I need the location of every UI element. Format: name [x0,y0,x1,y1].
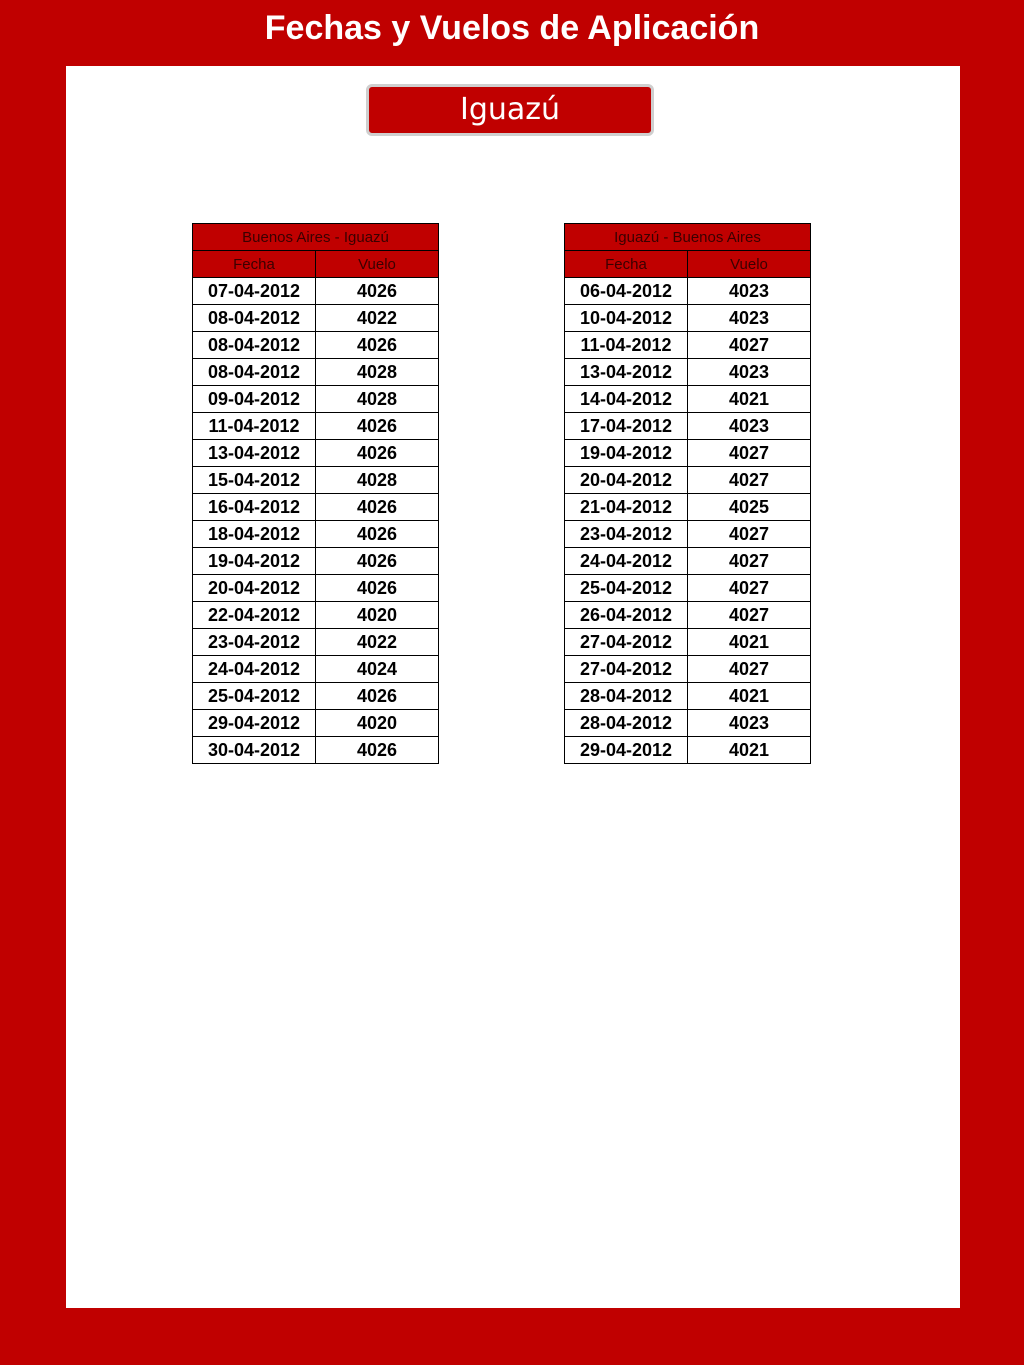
flight-number-cell: 4027 [688,575,811,602]
table-row [565,656,811,683]
table-row [565,359,811,386]
flight-number-cell: 4025 [688,494,811,521]
date-cell: 25-04-2012 [565,575,688,602]
flight-number-cell: 4023 [688,305,811,332]
table-row [193,467,439,494]
flight-number-cell: 4028 [316,467,439,494]
table-row [193,629,439,656]
flight-number-cell: 4026 [316,494,439,521]
date-cell: 23-04-2012 [565,521,688,548]
table-row [193,548,439,575]
date-column-header: Fecha [565,251,688,278]
date-cell: 17-04-2012 [565,413,688,440]
flight-column-header: Vuelo [316,251,439,278]
table-row [193,278,439,305]
date-cell: 14-04-2012 [565,386,688,413]
date-cell: 24-04-2012 [565,548,688,575]
date-cell: 20-04-2012 [193,575,316,602]
table-row [193,710,439,737]
date-cell: 11-04-2012 [565,332,688,359]
flight-number-cell: 4026 [316,521,439,548]
date-cell: 27-04-2012 [565,656,688,683]
flight-number-cell: 4026 [316,548,439,575]
date-cell: 20-04-2012 [565,467,688,494]
date-cell: 22-04-2012 [193,602,316,629]
date-cell: 15-04-2012 [193,467,316,494]
table-row [565,494,811,521]
flight-number-cell: 4027 [688,521,811,548]
table-row [193,521,439,548]
date-cell: 11-04-2012 [193,413,316,440]
flight-number-cell: 4027 [688,548,811,575]
date-cell: 10-04-2012 [565,305,688,332]
date-cell: 25-04-2012 [193,683,316,710]
date-cell: 23-04-2012 [193,629,316,656]
city-badge: Iguazú [366,84,654,136]
content-panel [66,66,960,1308]
date-cell: 07-04-2012 [193,278,316,305]
table-row [193,494,439,521]
date-column-header: Fecha [193,251,316,278]
table-row [193,575,439,602]
flight-number-cell: 4027 [688,467,811,494]
table-row [565,683,811,710]
flight-number-cell: 4026 [316,575,439,602]
date-cell: 08-04-2012 [193,359,316,386]
date-cell: 18-04-2012 [193,521,316,548]
flight-number-cell: 4026 [316,440,439,467]
table-row [193,440,439,467]
flight-number-cell: 4021 [688,386,811,413]
table-row [565,710,811,737]
table-row [565,413,811,440]
date-cell: 19-04-2012 [193,548,316,575]
flight-number-cell: 4026 [316,737,439,764]
date-cell: 29-04-2012 [193,710,316,737]
flight-number-cell: 4027 [688,656,811,683]
page-title: Fechas y Vuelos de Aplicación [264,9,760,47]
table-row [193,332,439,359]
flight-number-cell: 4028 [316,359,439,386]
flight-number-cell: 4027 [688,440,811,467]
flight-number-cell: 4026 [316,332,439,359]
flight-column-header: Vuelo [688,251,811,278]
table-body [193,278,439,764]
route-header: Iguazú - Buenos Aires [565,224,811,251]
table-row [565,386,811,413]
flight-number-cell: 4021 [688,683,811,710]
date-cell: 29-04-2012 [565,737,688,764]
date-cell: 27-04-2012 [565,629,688,656]
date-cell: 24-04-2012 [193,656,316,683]
return-flights-table [564,223,811,764]
flight-number-cell: 4022 [316,629,439,656]
date-cell: 28-04-2012 [565,710,688,737]
flight-number-cell: 4021 [688,737,811,764]
flight-number-cell: 4022 [316,305,439,332]
table-row [565,548,811,575]
flight-number-cell: 4024 [316,656,439,683]
table-row [193,386,439,413]
table-row [565,602,811,629]
table-row [193,413,439,440]
outbound-flights-table [192,223,439,764]
flight-number-cell: 4026 [316,278,439,305]
route-header: Buenos Aires - Iguazú [193,224,439,251]
flight-number-cell: 4020 [316,602,439,629]
flight-number-cell: 4027 [688,602,811,629]
table-row [193,656,439,683]
table-row [193,359,439,386]
date-cell: 19-04-2012 [565,440,688,467]
date-cell: 28-04-2012 [565,683,688,710]
table-row [565,521,811,548]
flight-number-cell: 4027 [688,332,811,359]
table-row [565,737,811,764]
date-cell: 08-04-2012 [193,305,316,332]
table-row [193,737,439,764]
flight-number-cell: 4028 [316,386,439,413]
date-cell: 16-04-2012 [193,494,316,521]
date-cell: 13-04-2012 [193,440,316,467]
table-row [565,575,811,602]
date-cell: 21-04-2012 [565,494,688,521]
table-row [565,440,811,467]
table-row [565,305,811,332]
date-cell: 08-04-2012 [193,332,316,359]
table-row [565,278,811,305]
flight-number-cell: 4021 [688,629,811,656]
flight-number-cell: 4023 [688,359,811,386]
table-row [193,305,439,332]
date-cell: 26-04-2012 [565,602,688,629]
table-body [565,278,811,764]
table-row [565,467,811,494]
date-cell: 30-04-2012 [193,737,316,764]
table-row [565,629,811,656]
flight-number-cell: 4020 [316,710,439,737]
date-cell: 13-04-2012 [565,359,688,386]
flight-number-cell: 4023 [688,710,811,737]
table-row [193,602,439,629]
flight-number-cell: 4026 [316,413,439,440]
flight-number-cell: 4026 [316,683,439,710]
table-row [565,332,811,359]
flight-number-cell: 4023 [688,413,811,440]
table-row [193,683,439,710]
date-cell: 06-04-2012 [565,278,688,305]
flight-number-cell: 4023 [688,278,811,305]
date-cell: 09-04-2012 [193,386,316,413]
